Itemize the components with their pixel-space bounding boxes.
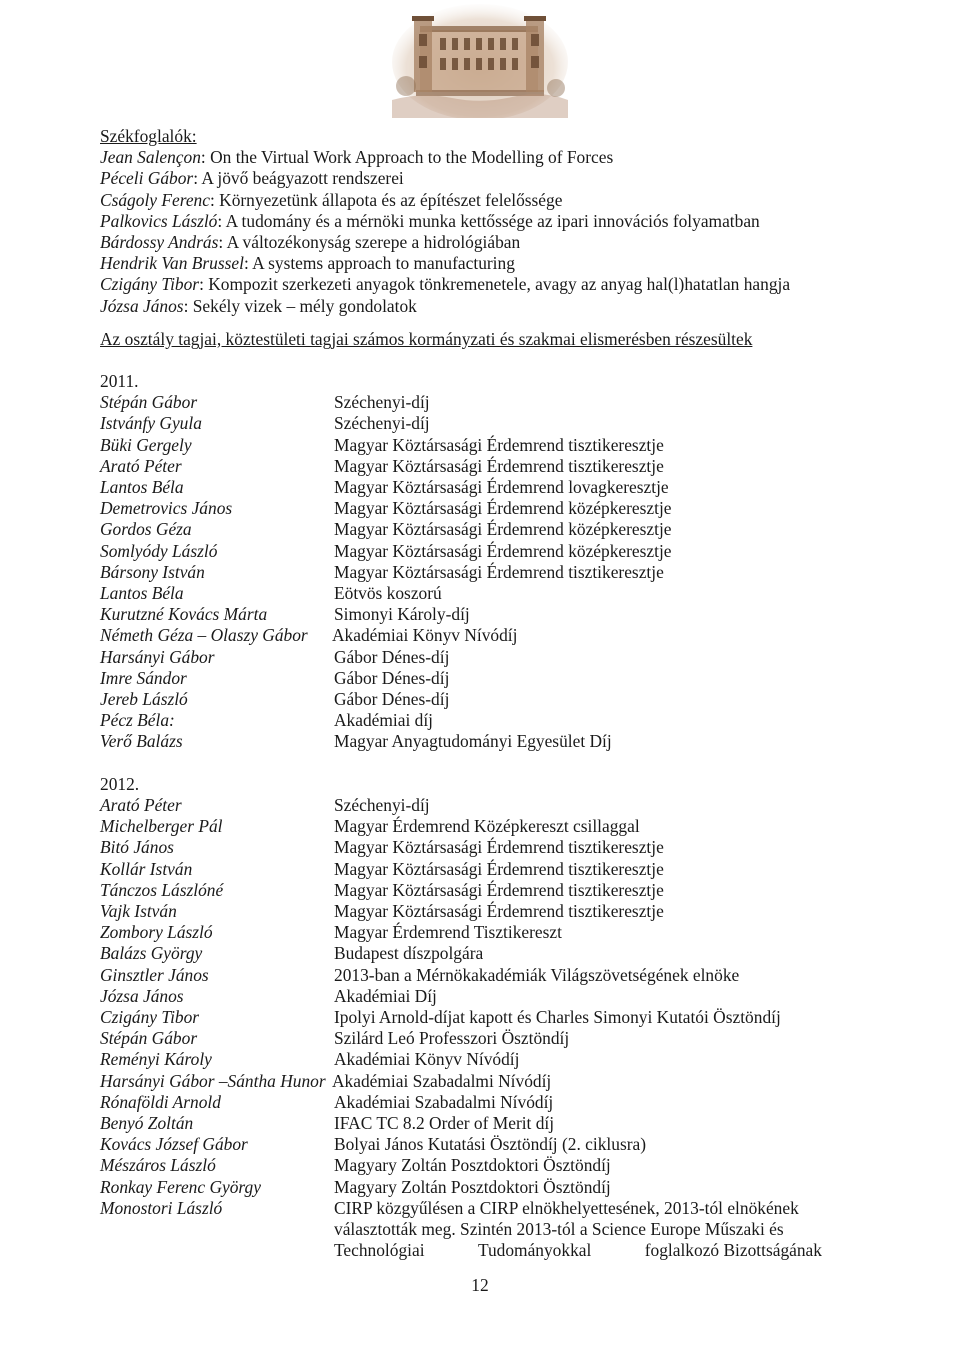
table-row: Kollár István Magyar Köztársasági Érdemrend tisztikeresztje: [100, 858, 664, 879]
table-row: Lantos Béla Eötvös koszorú: [100, 583, 442, 604]
table-row: Balázs György Budapest díszpolgára: [100, 943, 484, 964]
table-row: Benyó Zoltán IFAC TC 8.2 Order of Merit díj: [100, 1112, 555, 1133]
list-item: Jean Salençon: On the Virtual Work Approach to the Modelling of Forces: [100, 147, 614, 168]
list-item: Czigány Tibor: Kompozit szerkezeti anyagok tönkremenetele, avagy az anyag hal(l)hatatlan hangja: [100, 274, 791, 295]
table-row: Michelberger Pál Magyar Érdemrend Középkereszt csillaggal: [100, 816, 640, 837]
table-row: Németh Géza – Olaszy Gábor Akadémiai Könyv Nívódíj: [100, 625, 518, 646]
table-row: Imre Sándor Gábor Dénes-díj: [100, 667, 450, 688]
list-item: Cságoly Ferenc: Környezetünk állapota és az építészet felelőssége: [100, 189, 563, 210]
list-item: Józsa János: Sekély vizek – mély gondolatok: [100, 295, 417, 316]
table-row: Kurutzné Kovács Márta Simonyi Károly-díj: [100, 604, 470, 625]
table-row: Harsányi Gábor –Sántha Hunor Akadémiai Szabadalmi Nívódíj: [100, 1070, 552, 1091]
table-row: Mészáros László Magyary Zoltán Posztdoktori Ösztöndíj: [100, 1155, 611, 1176]
table-row: Pécz Béla: Akadémiai díj: [100, 710, 434, 731]
table-row: Lantos Béla Magyar Köztársasági Érdemrend lovagkeresztje: [100, 477, 669, 498]
table-row: Kovács József Gábor Bolyai János Kutatási Ösztöndíj (2. ciklusra): [100, 1134, 647, 1155]
list-item: Hendrik Van Brussel: A systems approach to manufacturing: [100, 253, 515, 274]
academy-building-engraving: [392, 0, 568, 118]
seatings-list: [100, 147, 890, 317]
table-row: Rónaföldi Arnold Akadémiai Szabadalmi Nívódíj: [100, 1091, 554, 1112]
table-row: Jereb László Gábor Dénes-díj: [100, 689, 450, 710]
award-continuation-line: választották meg. Szintén 2013-tól a Science Europe Műszaki és: [334, 1218, 784, 1239]
table-row: Vajk István Magyar Köztársasági Érdemrend tisztikeresztje: [100, 900, 664, 921]
table-row: Arató Péter Széchenyi-díj: [100, 794, 430, 815]
awards-heading: Az osztály tagjai, köztestületi tagjai számos kormányzati és szakmai elismerésben részesültek: [100, 328, 753, 349]
page-number: 12: [471, 1275, 489, 1295]
table-row: Somlyódy László Magyar Köztársasági Érdemrend középkeresztje: [100, 540, 672, 561]
table-row: Reményi Károly Akadémiai Könyv Nívódíj: [100, 1049, 520, 1070]
table-row: Józsa János Akadémiai Díj: [100, 985, 437, 1006]
table-row: Harsányi Gábor Gábor Dénes-díj: [100, 646, 450, 667]
awards-2011-list: [100, 392, 890, 752]
table-row: Demetrovics János Magyar Köztársasági Érdemrend középkeresztje: [100, 498, 672, 519]
table-row: Bársony István Magyar Köztársasági Érdemrend tisztikeresztje: [100, 561, 664, 582]
table-row: Ginsztler János 2013-ban a Mérnökakadémiák Világszövetségének elnöke: [100, 964, 740, 985]
seatings-heading: Székfoglalók:: [100, 126, 197, 146]
table-row: Büki Gergely Magyar Köztársasági Érdemrend tisztikeresztje: [100, 434, 664, 455]
awards-2012-list: [100, 795, 890, 1261]
table-row: Istvánfy Gyula Széchenyi-díj: [100, 413, 430, 434]
list-item: Péceli Gábor: A jövő beágyazott rendszerei: [100, 168, 404, 189]
table-row: Stépán Gábor Szilárd Leó Professzori Ösztöndíj: [100, 1028, 570, 1049]
table-row: Zombory László Magyar Érdemrend Tisztikereszt: [100, 922, 562, 943]
table-row: Arató Péter Magyar Köztársasági Érdemrend tisztikeresztje: [100, 455, 664, 476]
table-row: Ronkay Ferenc György Magyary Zoltán Posztdoktori Ösztöndíj: [100, 1176, 611, 1197]
table-row: Bitó János Magyar Köztársasági Érdemrend tisztikeresztje: [100, 837, 664, 858]
award-continuation-line: Technológiai Tudományokkal foglalkozó Bizottságának: [334, 1240, 822, 1261]
year-2012-label: 2012.: [100, 773, 140, 794]
year-2011-label: 2011.: [100, 371, 139, 392]
table-row: Czigány Tibor Ipolyi Arnold-díjat kapott és Charles Simonyi Kutatói Ösztöndíj: [100, 1006, 781, 1027]
list-item: Palkovics László: A tudomány és a mérnöki munka kettőssége az ipari innovációs folyamatban: [100, 210, 760, 231]
table-row: Monostori László CIRP közgyűlésen a CIRP elnökhelyettesének, 2013-tól elnökének: [100, 1197, 799, 1218]
table-row: Stépán Gábor Széchenyi-díj: [100, 392, 430, 413]
table-row: Verő Balázs Magyar Anyagtudományi Egyesület Díj: [100, 731, 612, 752]
table-row: Gordos Géza Magyar Köztársasági Érdemrend középkeresztje: [100, 519, 672, 540]
page-content: [100, 126, 890, 1261]
table-row: Tánczos Lászlóné Magyar Köztársasági Érdemrend tisztikeresztje: [100, 879, 664, 900]
list-item: Bárdossy András: A változékonyság szerepe a hidrológiában: [100, 232, 521, 253]
